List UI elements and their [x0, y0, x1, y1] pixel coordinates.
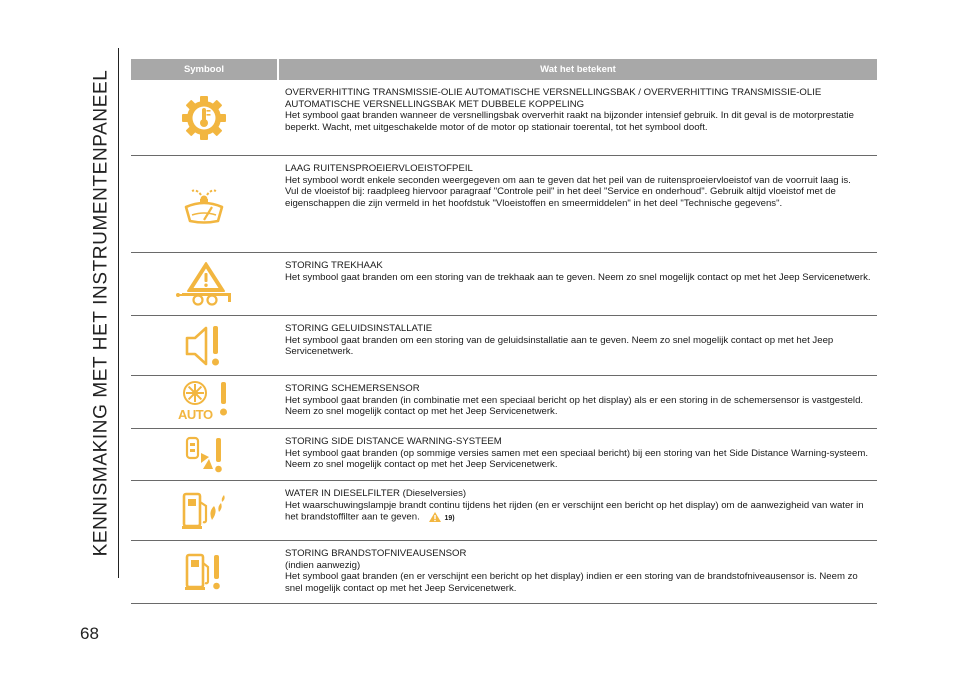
table-row [131, 429, 877, 481]
meaning-cell: STORING SCHEMERSENSOR Het symbool gaat branden (in combinatie met een speciaal bericht op het display) als er een storing in de schemersensor is vastgesteld. Neem zo snel mogelijk contact op met het Jeep Servicenetwerk. [285, 383, 864, 418]
meaning-cell: STORING BRANDSTOFNIVEAUSENSOR (indien aanwezig) Het symbool gaat branden (en er verschijnt een bericht op het display) indien er een storing van de brandstofniveausensor is. Neem zo snel mogelijk contact op met het Jeep Servicenetwerk. [285, 548, 858, 594]
meaning-cell: STORING SIDE DISTANCE WARNING-SYSTEEM Het symbool gaat branden (op sommige versies samen met een speciaal bericht) bij een storing van het Side Distance Warning-systeem. Neem zo snel mogelijk contact op met het Jeep Servicenetwerk. [285, 436, 869, 471]
side-chapter-title: KENNISMAKING MET HET INSTRUMENTENPANEEL [90, 69, 112, 557]
table-row [131, 376, 877, 429]
meaning-cell: STORING GELUIDSINSTALLATIE Het symbool gaat branden om een storing van de geluidsinstallatie aan te geven. Neem zo snel mogelijk contact op met het Jeep Servicenetwerk. [285, 323, 834, 358]
symbol-cell [131, 316, 277, 375]
symbol-cell [131, 481, 277, 540]
header-symbol: Symbool [183, 64, 225, 75]
symbol-cell [131, 156, 277, 252]
trailer-hitch-warning-icon [176, 261, 232, 307]
meaning-cell: WATER IN DIESELFILTER (Dieselversies) Het waarschuwingslampje brandt continu tijdens het rijden (en er verschijnt een bericht op het display) om de aanwezigheid van water in het brandstoffilter aan te geven. 19) [285, 488, 864, 523]
warning-triangle-icon [428, 511, 442, 523]
washer-fluid-icon [182, 182, 226, 226]
sound-system-fault-icon [184, 323, 224, 369]
side-distance-warning-fault-icon [183, 435, 225, 475]
table-row [131, 156, 877, 253]
page-number: 68 [80, 624, 99, 643]
table-row [131, 541, 877, 604]
footnote-reference: 19) [444, 514, 455, 522]
symbol-cell [131, 376, 277, 428]
twilight-sensor-icon-group [176, 378, 232, 426]
meaning-cell: STORING TREKHAAK Het symbool gaat branden om een storing van de trekhaak aan te geven. Neem zo snel mogelijk contact op met het Jeep Servicenetwerk. [285, 260, 871, 283]
table-row [131, 80, 877, 156]
fuel-level-sensor-fault-icon [184, 551, 224, 593]
meaning-cell: LAAG RUITENSPROEIERVLOEISTOFPEIL Het symbool wordt enkele seconden weergegeven om aan te geven dat het peil van de ruitensproeiervloeistof van de voorruit laag is. Vul de vloeistof bij: raadpleeg hiervoor paragraaf "Controle peil" in het deel "Service en onderhoud". Gebruik altijd vloeistof met de eigenschappen die zijn vermeld in het hoofdstuk "Vloeistoffen en smeermiddelen" in het deel "Technische gegevens". [285, 163, 851, 209]
table-header [131, 59, 877, 80]
header-meaning: Wat het betekent [277, 59, 877, 80]
symbol-cell [131, 253, 277, 315]
water-in-diesel-filter-icon [181, 490, 227, 532]
meaning-cell: OVERVERHITTING TRANSMISSIE-OLIE AUTOMATISCHE VERSNELLINGSBAK / OVERVERHITTING TRANSMISSIE-OLIE AUTOMATISCHE VERSNELLINGSBAK MET DUBBELE KOPPELING Het symbool gaat branden wanneer de versnellingsbak oververhit raakt na bijzonder intensief gebruik. In dit geval is de motorprestatie beperkt. Wacht, met uitgeschakelde motor of de motor op stationair toerental, tot het symbool dooft. [285, 87, 855, 133]
side-divider [118, 48, 119, 578]
table-row [131, 253, 877, 316]
warning-symbol-table [131, 59, 877, 604]
table-row [131, 481, 877, 541]
symbol-cell [131, 541, 277, 603]
table-row [131, 316, 877, 376]
auto-label: AUTO [178, 407, 213, 422]
symbol-cell [131, 429, 277, 480]
transmission-temperature-icon [179, 93, 229, 143]
symbol-cell [131, 80, 277, 155]
